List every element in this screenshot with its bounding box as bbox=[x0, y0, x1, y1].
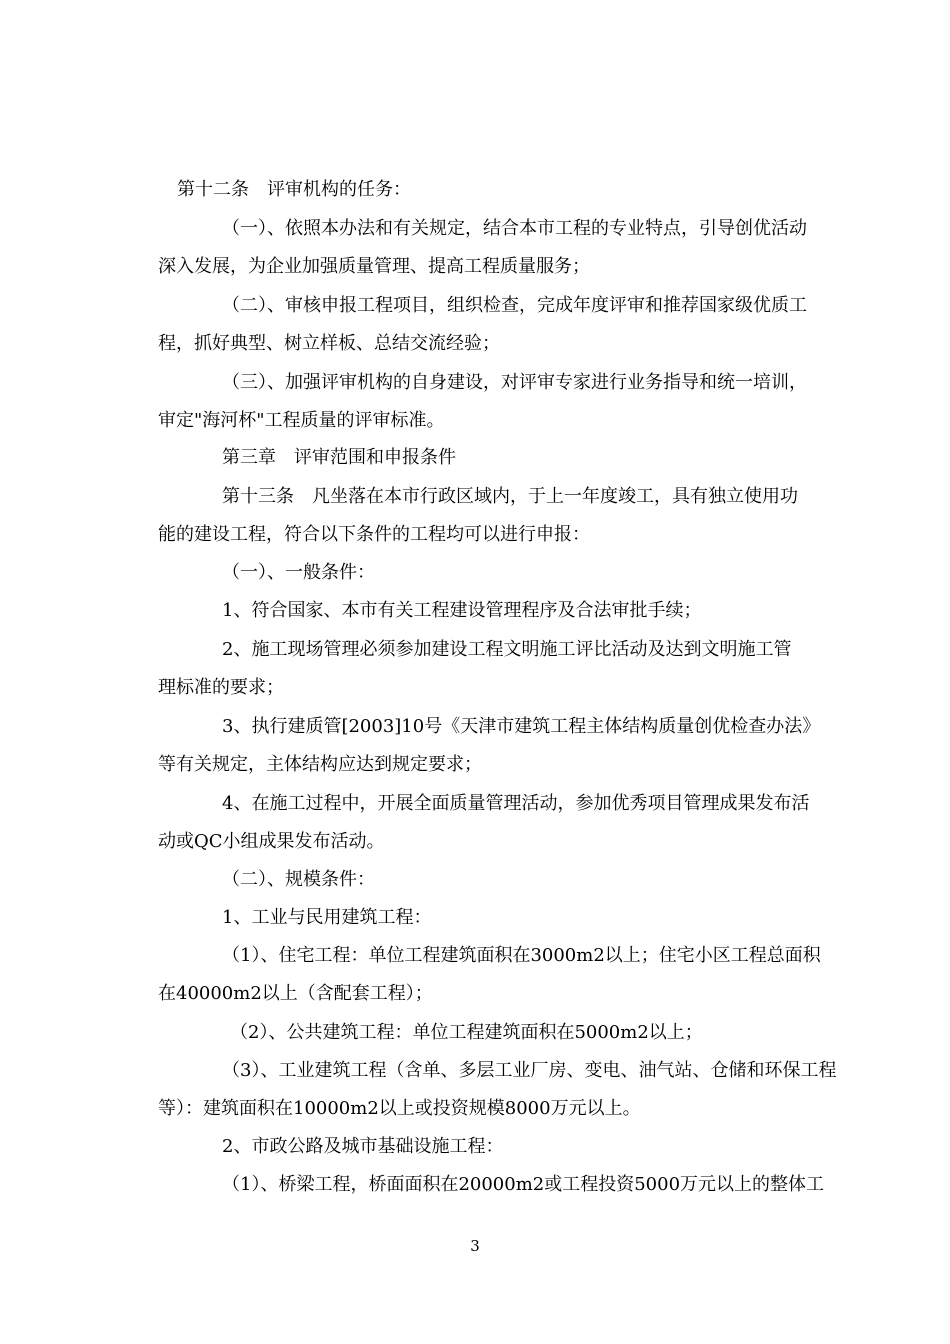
list-item: （1）、住宅工程：单位工程建筑面积在3000m2以上；住宅小区工程总面积 bbox=[222, 945, 821, 966]
paragraph-line: 程，抓好典型、树立样板、总结交流经验； bbox=[158, 333, 500, 354]
list-item: 2、施工现场管理必须参加建设工程文明施工评比活动及达到文明施工管 bbox=[222, 639, 792, 660]
list-item: （1）、桥梁工程，桥面面积在20000m2或工程投资5000万元以上的整体工 bbox=[222, 1174, 825, 1195]
page-number: 3 bbox=[470, 1237, 480, 1255]
paragraph-line: （三）、加强评审机构的自身建设，对评审专家进行业务指导和统一培训， bbox=[222, 372, 807, 393]
list-item: （2）、公共建筑工程：单位工程建筑面积在5000m2以上； bbox=[230, 1022, 703, 1043]
article-13-line: 第十三条 凡坐落在本市行政区域内，于上一年度竣工，具有独立使用功 bbox=[222, 486, 798, 507]
paragraph-line: 在40000m2以上（含配套工程）； bbox=[158, 983, 433, 1004]
section-heading: （二）、规模条件： bbox=[222, 869, 375, 890]
paragraph-line: （一）、依照本办法和有关规定，结合本市工程的专业特点，引导创优活动 bbox=[222, 218, 807, 239]
paragraph-line: 理标准的要求； bbox=[158, 677, 284, 698]
paragraph-line: 审定"海河杯"工程质量的评审标准。 bbox=[158, 410, 445, 431]
paragraph-line: 能的建设工程，符合以下条件的工程均可以进行申报： bbox=[158, 524, 590, 545]
list-item: 4、在施工过程中，开展全面质量管理活动，参加优秀项目管理成果发布活 bbox=[222, 793, 810, 814]
paragraph-line: 动或QC小组成果发布活动。 bbox=[158, 831, 385, 852]
list-item: 1、工业与民用建筑工程： bbox=[222, 907, 432, 928]
paragraph-line: 等）：建筑面积在10000m2以上或投资规模8000万元以上。 bbox=[158, 1098, 641, 1119]
paragraph-line: （二）、审核申报工程项目，组织检查，完成年度评审和推荐国家级优质工 bbox=[222, 295, 807, 316]
chapter-3-heading: 第三章 评审范围和申报条件 bbox=[222, 447, 456, 468]
paragraph-line: 深入发展，为企业加强质量管理、提高工程质量服务； bbox=[158, 256, 590, 277]
article-12-heading: 第十二条 评审机构的任务： bbox=[177, 179, 411, 200]
list-item: （3）、工业建筑工程（含单、多层工业厂房、变电、油气站、仓储和环保工程 bbox=[222, 1060, 837, 1081]
list-item: 1、符合国家、本市有关工程建设管理程序及合法审批手续； bbox=[222, 600, 702, 621]
paragraph-line: 等有关规定，主体结构应达到规定要求； bbox=[158, 754, 482, 775]
section-heading: （一）、一般条件： bbox=[222, 562, 375, 583]
list-item: 2、市政公路及城市基础设施工程： bbox=[222, 1136, 504, 1157]
list-item: 3、执行建质管[2003]10号《天津市建筑工程主体结构质量创优检查办法》 bbox=[222, 716, 821, 737]
